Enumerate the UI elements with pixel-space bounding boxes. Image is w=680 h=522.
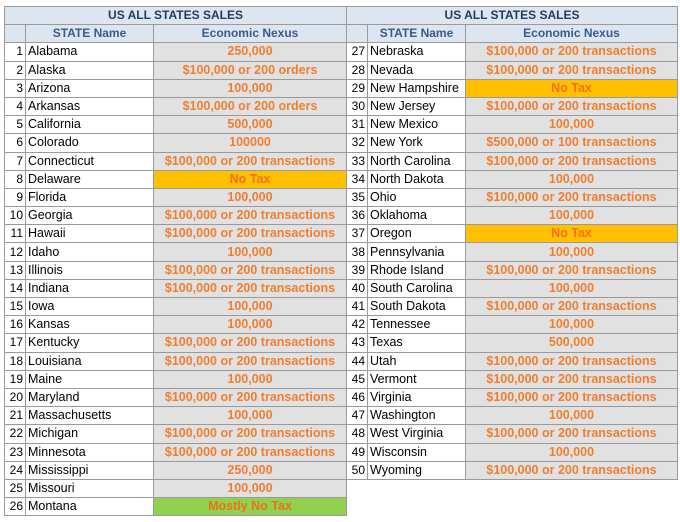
table-row: [347, 79, 678, 97]
row-number-cell[interactable]: 24: [5, 461, 26, 479]
row-number-cell[interactable]: 37: [347, 225, 368, 243]
state-name-cell[interactable]: Oklahoma: [368, 207, 466, 225]
row-number-cell[interactable]: 30: [347, 97, 368, 115]
state-name-cell[interactable]: Kentucky: [26, 334, 154, 352]
economic-nexus-cell[interactable]: $100,000 or 200 transactions: [154, 334, 347, 352]
table-row: [347, 134, 678, 152]
economic-nexus-cell[interactable]: 100,000: [154, 79, 347, 97]
index-header[interactable]: [5, 25, 26, 43]
table-row: [5, 207, 347, 225]
row-number-cell[interactable]: 8: [5, 170, 26, 188]
state-name-cell[interactable]: Nebraska: [368, 43, 466, 61]
table-row: [5, 170, 347, 188]
table-row: [347, 152, 678, 170]
row-number-cell[interactable]: 40: [347, 279, 368, 297]
state-name-cell[interactable]: Iowa: [26, 298, 154, 316]
table-row: [347, 261, 678, 279]
table-row: [347, 43, 678, 61]
table-row: [347, 407, 678, 425]
table-row: [5, 61, 347, 79]
economic-nexus-cell[interactable]: $100,000 or 200 transactions: [154, 425, 347, 443]
table-row: [347, 388, 678, 406]
state-name-cell[interactable]: Texas: [368, 334, 466, 352]
row-number-cell[interactable]: 23: [5, 443, 26, 461]
economic-nexus-cell[interactable]: 100000: [154, 134, 347, 152]
table-title[interactable]: US ALL STATES SALES: [5, 7, 347, 25]
row-number-cell[interactable]: 36: [347, 207, 368, 225]
table-row: [5, 388, 347, 406]
table-row: [5, 498, 347, 516]
table-row: [347, 316, 678, 334]
economic-nexus-cell[interactable]: $100,000 or 200 orders: [154, 97, 347, 115]
row-number-cell[interactable]: 18: [5, 352, 26, 370]
economic-nexus-header[interactable]: Economic Nexus: [466, 25, 678, 43]
state-name-cell[interactable]: Pennsylvania: [368, 243, 466, 261]
economic-nexus-cell[interactable]: $100,000 or 200 transactions: [466, 425, 678, 443]
table-row: [347, 370, 678, 388]
state-name-cell[interactable]: Michigan: [26, 425, 154, 443]
state-name-cell[interactable]: Florida: [26, 188, 154, 206]
economic-nexus-cell[interactable]: $100,000 or 200 transactions: [466, 188, 678, 206]
economic-nexus-cell[interactable]: 100,000: [466, 279, 678, 297]
state-name-cell[interactable]: Minnesota: [26, 443, 154, 461]
state-name-cell[interactable]: Vermont: [368, 370, 466, 388]
table-row: [5, 279, 347, 297]
state-name-cell[interactable]: Montana: [26, 498, 154, 516]
state-name-cell[interactable]: Alabama: [26, 43, 154, 61]
economic-nexus-cell[interactable]: No Tax: [466, 79, 678, 97]
state-name-cell[interactable]: Arizona: [26, 79, 154, 97]
table-row: [5, 461, 347, 479]
economic-nexus-cell[interactable]: 100,000: [466, 207, 678, 225]
economic-nexus-cell[interactable]: 100,000: [154, 370, 347, 388]
state-name-cell[interactable]: South Dakota: [368, 298, 466, 316]
row-number-cell[interactable]: 38: [347, 243, 368, 261]
row-number-cell[interactable]: 9: [5, 188, 26, 206]
state-name-cell[interactable]: Connecticut: [26, 152, 154, 170]
table-row: [347, 207, 678, 225]
table-row: [5, 79, 347, 97]
economic-nexus-cell[interactable]: $100,000 or 200 orders: [154, 61, 347, 79]
economic-nexus-cell[interactable]: $100,000 or 200 transactions: [154, 225, 347, 243]
row-number-cell[interactable]: 34: [347, 170, 368, 188]
economic-nexus-cell[interactable]: 500,000: [154, 116, 347, 134]
table-row: [5, 116, 347, 134]
row-number-cell[interactable]: 47: [347, 407, 368, 425]
column-header-row: [347, 25, 678, 43]
economic-nexus-cell[interactable]: $100,000 or 200 transactions: [154, 388, 347, 406]
state-name-cell[interactable]: Illinois: [26, 261, 154, 279]
economic-nexus-cell[interactable]: 100,000: [466, 407, 678, 425]
state-name-cell[interactable]: California: [26, 116, 154, 134]
row-number-cell[interactable]: 49: [347, 443, 368, 461]
economic-nexus-cell[interactable]: $100,000 or 200 transactions: [466, 461, 678, 479]
state-name-cell[interactable]: New Mexico: [368, 116, 466, 134]
economic-nexus-cell[interactable]: 500,000: [466, 334, 678, 352]
row-number-cell[interactable]: 25: [5, 479, 26, 497]
state-name-cell[interactable]: South Carolina: [368, 279, 466, 297]
state-name-cell[interactable]: Arkansas: [26, 97, 154, 115]
table-title[interactable]: US ALL STATES SALES: [347, 7, 678, 25]
table-row: [5, 443, 347, 461]
table-row: [5, 370, 347, 388]
table-row: [347, 188, 678, 206]
table-row: [5, 334, 347, 352]
row-number-cell[interactable]: 27: [347, 43, 368, 61]
economic-nexus-cell[interactable]: $100,000 or 200 transactions: [154, 443, 347, 461]
row-number-cell[interactable]: 31: [347, 116, 368, 134]
state-name-cell[interactable]: Maine: [26, 370, 154, 388]
row-number-cell[interactable]: 16: [5, 316, 26, 334]
table-row: [347, 334, 678, 352]
table-row: [5, 225, 347, 243]
row-number-cell[interactable]: 4: [5, 97, 26, 115]
row-number-cell[interactable]: 5: [5, 116, 26, 134]
economic-nexus-cell[interactable]: 100,000: [154, 316, 347, 334]
row-number-cell[interactable]: 45: [347, 370, 368, 388]
row-number-cell[interactable]: 28: [347, 61, 368, 79]
table-row: [5, 243, 347, 261]
row-number-cell[interactable]: 17: [5, 334, 26, 352]
row-number-cell[interactable]: 29: [347, 79, 368, 97]
economic-nexus-cell[interactable]: 100,000: [466, 316, 678, 334]
row-number-cell[interactable]: 10: [5, 207, 26, 225]
economic-nexus-cell[interactable]: $500,000 or 100 transactions: [466, 134, 678, 152]
table-title-row: [347, 7, 678, 25]
table-row: [5, 352, 347, 370]
economic-nexus-cell[interactable]: $100,000 or 200 transactions: [154, 261, 347, 279]
economic-nexus-cell[interactable]: Mostly No Tax: [154, 498, 347, 516]
table-row: [5, 152, 347, 170]
row-number-cell[interactable]: 50: [347, 461, 368, 479]
economic-nexus-cell[interactable]: $100,000 or 200 transactions: [154, 207, 347, 225]
row-number-cell[interactable]: 43: [347, 334, 368, 352]
state-name-cell[interactable]: Nevada: [368, 61, 466, 79]
economic-nexus-cell[interactable]: No Tax: [466, 225, 678, 243]
state-name-cell[interactable]: North Dakota: [368, 170, 466, 188]
table-row: [347, 243, 678, 261]
row-number-cell[interactable]: 48: [347, 425, 368, 443]
table-row: [5, 97, 347, 115]
table-row: [5, 316, 347, 334]
table-row: [347, 352, 678, 370]
state-name-cell[interactable]: Wisconsin: [368, 443, 466, 461]
table-row: [5, 425, 347, 443]
state-name-cell[interactable]: Kansas: [26, 316, 154, 334]
table-row: [5, 261, 347, 279]
row-number-cell[interactable]: 35: [347, 188, 368, 206]
economic-nexus-cell[interactable]: 100,000: [154, 298, 347, 316]
table-row: [5, 298, 347, 316]
row-number-cell[interactable]: 22: [5, 425, 26, 443]
row-number-cell[interactable]: 3: [5, 79, 26, 97]
state-name-cell[interactable]: Alaska: [26, 61, 154, 79]
state-name-cell[interactable]: Maryland: [26, 388, 154, 406]
state-name-cell[interactable]: Mississippi: [26, 461, 154, 479]
economic-nexus-cell[interactable]: 100,000: [466, 170, 678, 188]
state-name-cell[interactable]: Wyoming: [368, 461, 466, 479]
row-number-cell[interactable]: 39: [347, 261, 368, 279]
column-header-row: [5, 25, 347, 43]
table-title-row: [5, 7, 347, 25]
table-row: [347, 116, 678, 134]
table-row: [347, 279, 678, 297]
row-number-cell[interactable]: 19: [5, 370, 26, 388]
table-row: [347, 170, 678, 188]
economic-nexus-cell[interactable]: $100,000 or 200 transactions: [466, 152, 678, 170]
economic-nexus-header[interactable]: Economic Nexus: [154, 25, 347, 43]
table-row: [347, 443, 678, 461]
state-name-header[interactable]: STATE Name: [368, 25, 466, 43]
row-number-cell[interactable]: 14: [5, 279, 26, 297]
row-number-cell[interactable]: 11: [5, 225, 26, 243]
economic-nexus-cell[interactable]: No Tax: [154, 170, 347, 188]
table-row: [347, 425, 678, 443]
state-name-cell[interactable]: Missouri: [26, 479, 154, 497]
state-name-cell[interactable]: Tennessee: [368, 316, 466, 334]
economic-nexus-cell[interactable]: $100,000 or 200 transactions: [466, 61, 678, 79]
table-row: [5, 43, 347, 61]
economic-nexus-cell[interactable]: 100,000: [466, 443, 678, 461]
economic-nexus-cell[interactable]: 100,000: [466, 243, 678, 261]
economic-nexus-cell[interactable]: 250,000: [154, 43, 347, 61]
state-name-cell[interactable]: Indiana: [26, 279, 154, 297]
table-row: [5, 479, 347, 497]
state-name-cell[interactable]: Hawaii: [26, 225, 154, 243]
state-name-cell[interactable]: Utah: [368, 352, 466, 370]
row-number-cell[interactable]: 26: [5, 498, 26, 516]
row-number-cell[interactable]: 15: [5, 298, 26, 316]
economic-nexus-cell[interactable]: $100,000 or 200 transactions: [466, 388, 678, 406]
economic-nexus-cell[interactable]: $100,000 or 200 transactions: [154, 152, 347, 170]
state-name-cell[interactable]: New York: [368, 134, 466, 152]
row-number-cell[interactable]: 41: [347, 298, 368, 316]
row-number-cell[interactable]: 44: [347, 352, 368, 370]
index-header[interactable]: [347, 25, 368, 43]
row-number-cell[interactable]: 2: [5, 61, 26, 79]
state-name-cell[interactable]: Idaho: [26, 243, 154, 261]
economic-nexus-cell[interactable]: $100,000 or 200 transactions: [466, 43, 678, 61]
economic-nexus-cell[interactable]: $100,000 or 200 transactions: [154, 352, 347, 370]
state-name-cell[interactable]: Rhode Island: [368, 261, 466, 279]
row-number-cell[interactable]: 46: [347, 388, 368, 406]
state-name-cell[interactable]: North Carolina: [368, 152, 466, 170]
state-name-cell[interactable]: Colorado: [26, 134, 154, 152]
economic-nexus-cell[interactable]: 100,000: [466, 116, 678, 134]
row-number-cell[interactable]: 6: [5, 134, 26, 152]
row-number-cell[interactable]: 32: [347, 134, 368, 152]
economic-nexus-cell[interactable]: $100,000 or 200 transactions: [466, 261, 678, 279]
state-name-cell[interactable]: New Jersey: [368, 97, 466, 115]
state-name-cell[interactable]: Louisiana: [26, 352, 154, 370]
state-name-cell[interactable]: Oregon: [368, 225, 466, 243]
table-row: [347, 298, 678, 316]
state-name-cell[interactable]: Ohio: [368, 188, 466, 206]
left-sales-table: [4, 6, 347, 516]
state-name-cell[interactable]: Massachusetts: [26, 407, 154, 425]
row-number-cell[interactable]: 21: [5, 407, 26, 425]
right-sales-table: [346, 6, 678, 480]
state-name-cell[interactable]: Delaware: [26, 170, 154, 188]
economic-nexus-cell[interactable]: 250,000: [154, 461, 347, 479]
table-row: [347, 97, 678, 115]
row-number-cell[interactable]: 13: [5, 261, 26, 279]
state-name-cell[interactable]: West Virginia: [368, 425, 466, 443]
table-row: [347, 461, 678, 479]
table-row: [347, 61, 678, 79]
row-number-cell[interactable]: 20: [5, 388, 26, 406]
table-row: [5, 134, 347, 152]
economic-nexus-cell[interactable]: $100,000 or 200 transactions: [466, 298, 678, 316]
row-number-cell[interactable]: 12: [5, 243, 26, 261]
state-name-cell[interactable]: Georgia: [26, 207, 154, 225]
economic-nexus-cell[interactable]: 100,000: [154, 407, 347, 425]
state-name-cell[interactable]: New Hampshire: [368, 79, 466, 97]
row-number-cell[interactable]: 33: [347, 152, 368, 170]
economic-nexus-cell[interactable]: 100,000: [154, 188, 347, 206]
economic-nexus-cell[interactable]: 100,000: [154, 243, 347, 261]
table-row: [5, 407, 347, 425]
table-row: [5, 188, 347, 206]
economic-nexus-cell[interactable]: $100,000 or 200 transactions: [154, 279, 347, 297]
row-number-cell[interactable]: 7: [5, 152, 26, 170]
state-name-cell[interactable]: Virginia: [368, 388, 466, 406]
table-row: [347, 225, 678, 243]
row-number-cell[interactable]: 42: [347, 316, 368, 334]
economic-nexus-cell[interactable]: $100,000 or 200 transactions: [466, 97, 678, 115]
economic-nexus-cell[interactable]: $100,000 or 200 transactions: [466, 352, 678, 370]
state-name-header[interactable]: STATE Name: [26, 25, 154, 43]
economic-nexus-cell[interactable]: $100,000 or 200 transactions: [466, 370, 678, 388]
state-name-cell[interactable]: Washington: [368, 407, 466, 425]
row-number-cell[interactable]: 1: [5, 43, 26, 61]
economic-nexus-cell[interactable]: 100,000: [154, 479, 347, 497]
